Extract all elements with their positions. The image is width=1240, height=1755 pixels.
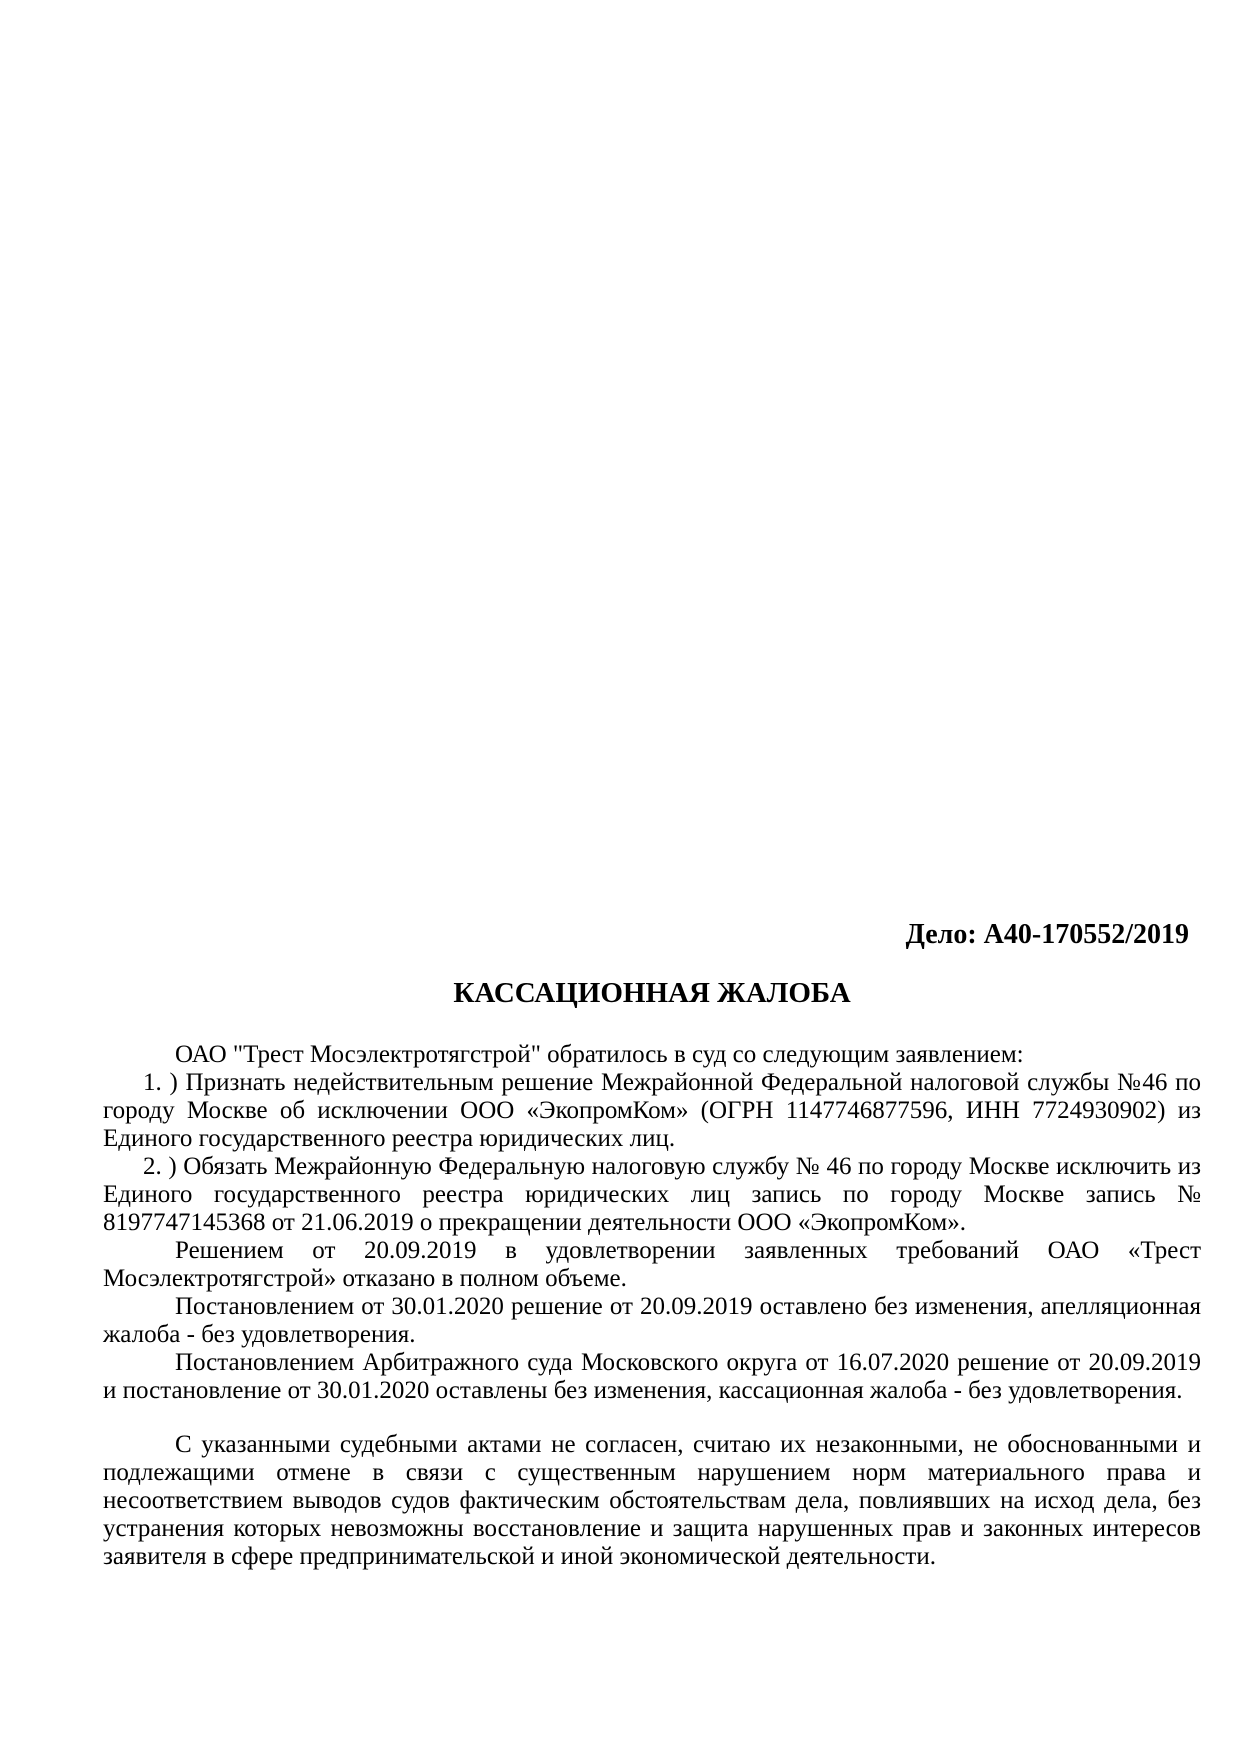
paragraph-claim-2: 2. ) Обязать Межрайонную Федеральную налоговую службу № 46 по городу Москве исключить из Единого государственного реестра юридических лиц запись по городу Москве запись № 8197747145368 от 21.06.2019 о прекращении деятельности ООО «ЭкопромКом». (103, 1153, 1201, 1236)
paragraph-cassation-ruling: Постановлением Арбитражного суда Московского округа от 16.07.2020 решение от 20.09.2019 и постановление от 30.01.2020 оставлены без изменения, кассационная жалоба - без удовлетворения. (103, 1349, 1201, 1404)
document-page (103, 0, 1201, 1755)
paragraph-disagreement: С указанными судебными актами не согласен, считаю их незаконными, не обоснованными и подлежащими отмене в связи с существенным нарушением норм материального права и несоответствием выводов судов фактическим обстоятельствам дела, повлиявших на исход дела, без устранения которых невозможны восстановление и защита нарушенных прав и законных интересов заявителя в сфере предпринимательской и иной экономической деятельности. (103, 1431, 1201, 1570)
document-title: КАССАЦИОННАЯ ЖАЛОБА (453, 977, 851, 1009)
document-body (103, 1041, 1201, 1571)
paragraph-appeal-ruling: Постановлением от 30.01.2020 решение от 20.09.2019 оставлено без изменения, апелляционная жалоба - без удовлетворения. (103, 1293, 1201, 1348)
paragraph-intro: ОАО "Трест Мосэлектротягстрой" обратилось в суд со следующим заявлением: (175, 1041, 1024, 1068)
paragraph-claim-1: 1. ) Признать недействительным решение Межрайонной Федеральной налоговой службы №46 по городу Москве об исключении ООО «ЭкопромКом» (ОГРН 1147746877596, ИНН 7724930902) из Единого государственного реестра юридических лиц. (103, 1069, 1201, 1152)
paragraph-first-instance-decision: Решением от 20.09.2019 в удовлетворении заявленных требований ОАО «Трест Мосэлектротягстрой» отказано в полном объеме. (103, 1237, 1201, 1292)
case-number: Дело: А40-170552/2019 (905, 919, 1189, 950)
